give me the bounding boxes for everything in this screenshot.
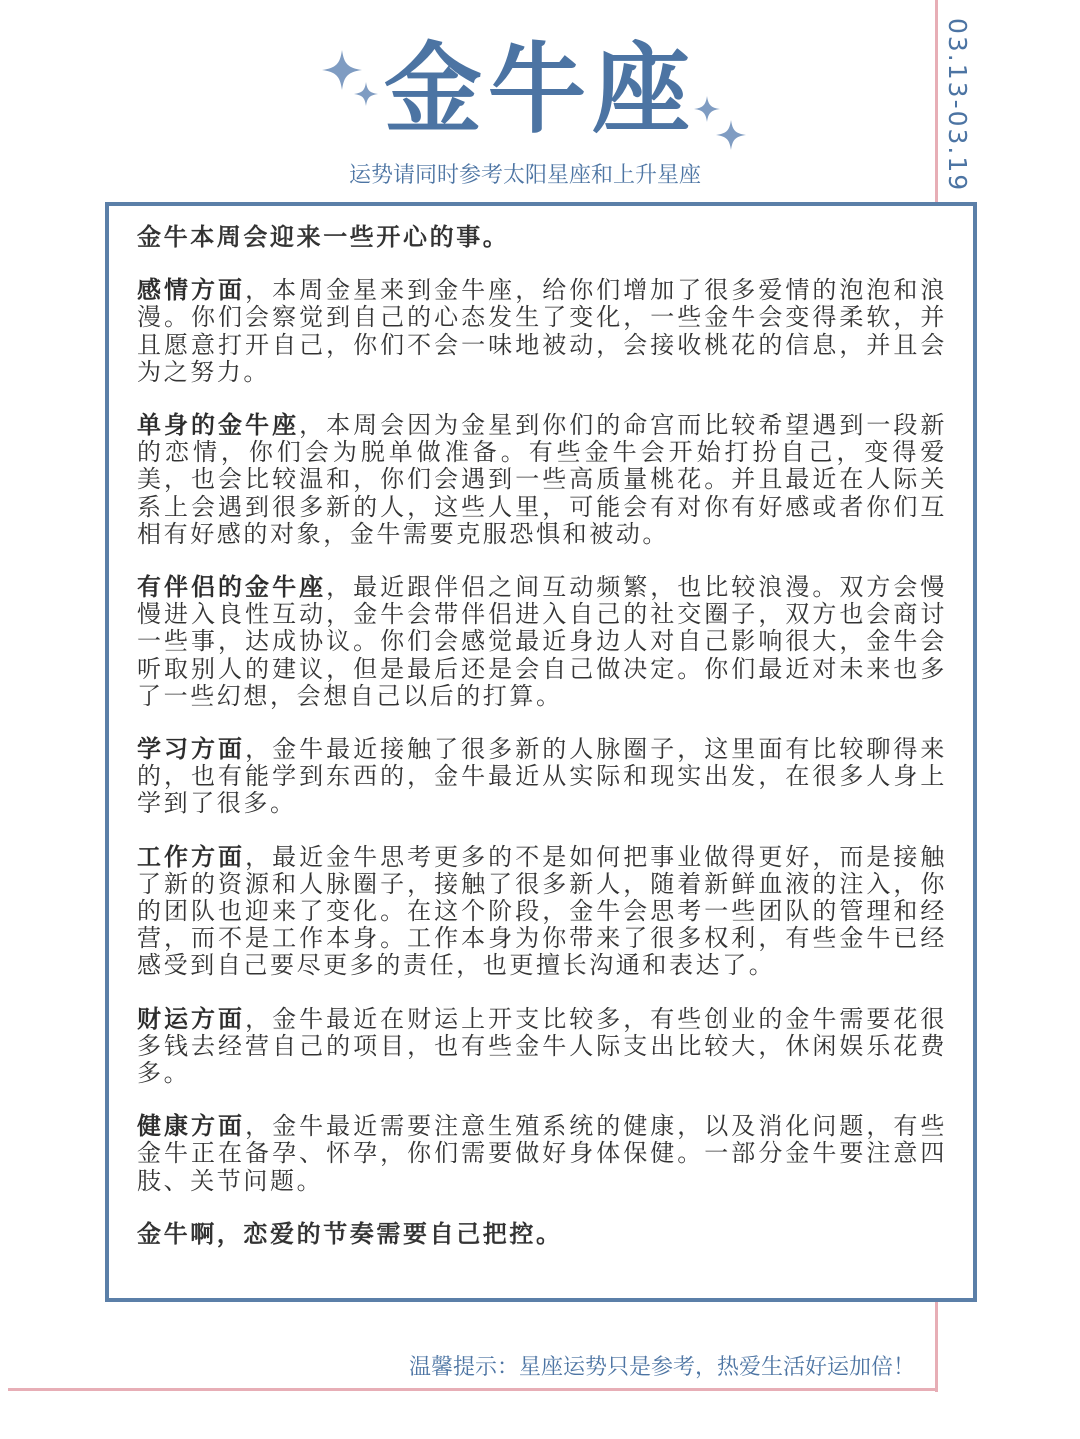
page-title: 金牛座 <box>383 33 696 147</box>
section-label: 有伴侣的金牛座 <box>137 573 327 602</box>
section-text: ，本周会因为金星到你们的命宫而比较希望遇到一段新的恋情，你们会为脱单做准备。有些金牛会开始打扮自己，变得爱美，也会比较温和，你们会遇到一些高质量桃花。并且最近在人际关系上会遇到很多新的人，这些人里，可能会有对你有好感或者你们互相有好感的对象，金牛需要克服恐惧和被动。 <box>137 411 947 548</box>
section-study <box>137 736 947 818</box>
section-label: 感情方面 <box>137 276 246 305</box>
section-label: 健康方面 <box>137 1112 246 1141</box>
intro-text: 金牛本周会迎来一些开心的事。 <box>137 223 510 251</box>
pink-horizontal-line <box>8 1388 938 1391</box>
footer-tip: 温馨提示：星座运势只是参考，热爱生活好运加倍！ <box>408 1355 915 1380</box>
section-text: ，本周金星来到金牛座，给你们增加了很多爱情的泡泡和浪漫。你们会察觉到自己的心态发生了变化，一些金牛会变得柔软，并且愿意打开自己，你们不会一味地被动，会接收桃花的信息，并且会为之努力。 <box>137 276 947 386</box>
content-panel <box>105 202 977 1302</box>
section-text: ，最近金牛思考更多的不是如何把事业做得更好，而是接触了新的资源和人脉圈子，接触了很多新人，随着新鲜血液的注入，你的团队也迎来了变化。在这个阶段，金牛会思考一些团队的管理和经营，而不是工作本身。工作本身为你带来了很多权利，有些金牛已经感受到自己要尽更多的责任，也更擅长沟通和表达了。 <box>137 842 947 980</box>
date-range: 03.13-03.19 <box>943 18 972 193</box>
page-subtitle: 运势请同时参考太阳星座和上升星座 <box>348 163 701 188</box>
section-wealth <box>137 1006 947 1088</box>
section-partnered <box>137 574 947 710</box>
section-text: ，金牛最近需要注意生殖系统的健康，以及消化问题，有些金牛正在备孕、怀孕，你们需要做好身体保健。一部分金牛要注意四肢、关节问题。 <box>137 1112 947 1195</box>
closing-text: 金牛啊，恋爱的节奏需要自己把控。 <box>137 1219 563 1248</box>
section-health <box>137 1113 947 1195</box>
section-label: 学习方面 <box>137 735 246 764</box>
section-text: ，金牛最近在财运上开支比较多，有些创业的金牛需要花很多钱去经营自己的项目，也有些金牛人际支出比较大，休闲娱乐花费多。 <box>137 1004 947 1088</box>
section-work <box>137 844 947 980</box>
section-love <box>137 277 947 386</box>
section-label: 财运方面 <box>137 1004 246 1033</box>
section-text: ，金牛最近接触了很多新的人脉圈子，这里面有比较聊得来的，也有能学到东西的，金牛最近从实际和现实出发，在很多人身上学到了很多。 <box>137 735 947 818</box>
section-label: 工作方面 <box>137 842 246 871</box>
section-label: 单身的金牛座 <box>137 411 300 440</box>
section-text: ，最近跟伴侣之间互动频繁，也比较浪漫。双方会慢慢进入良性互动，金牛会带伴侣进入自己的社交圈子，双方也会商讨一些事，达成协议。你们会感觉最近身边人对自己影响很大，金牛会听取别人的建议，但是最后还是会自己做决定。你们最近对未来也多了一些幻想，会想自己以后的打算。 <box>137 573 947 710</box>
section-single <box>137 412 947 548</box>
